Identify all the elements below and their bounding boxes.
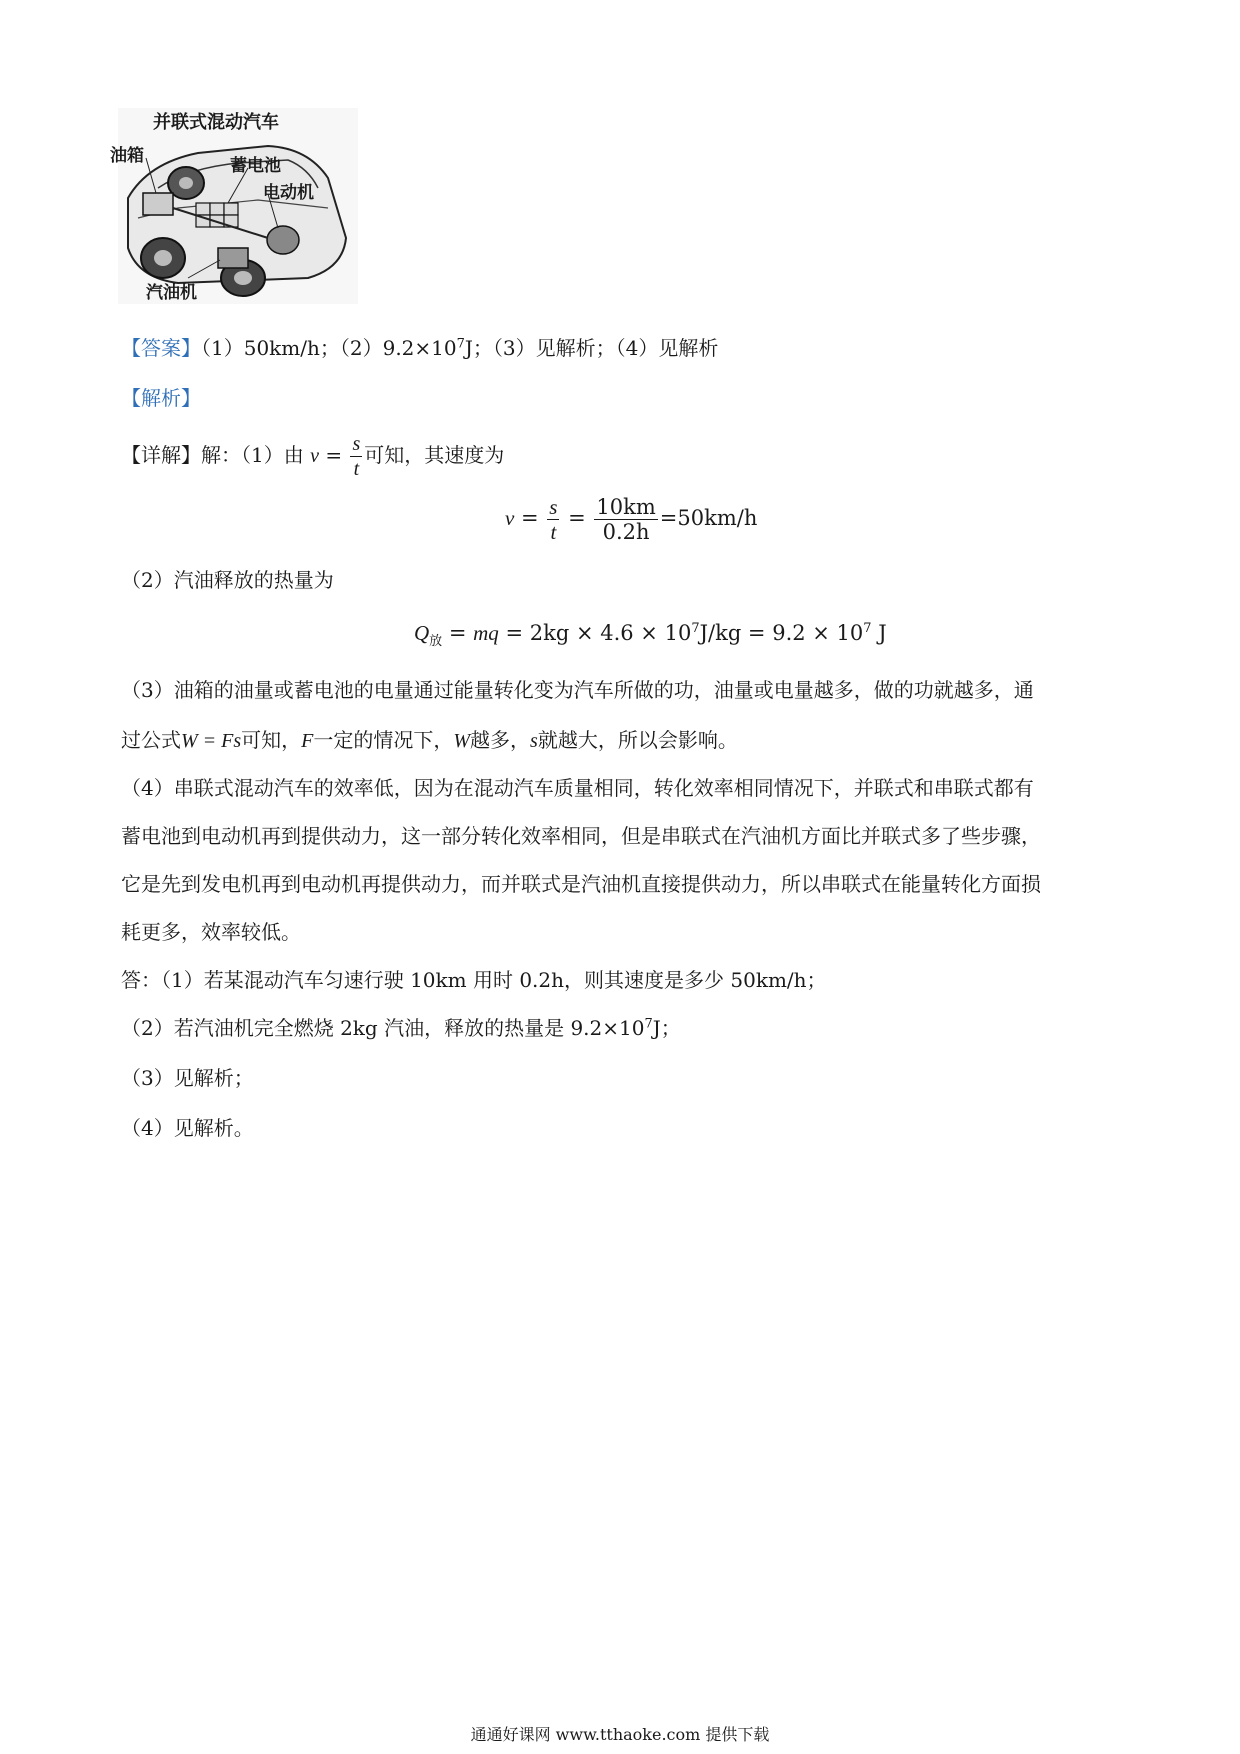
final-a2-exp: 7 — [644, 1016, 653, 1032]
part3-F: F — [301, 730, 314, 752]
speed-eq-v: v — [505, 506, 515, 530]
speed-den: 0.2h — [602, 520, 650, 544]
hybrid-car-figure — [110, 108, 358, 304]
label-engine: 汽油机 — [146, 283, 197, 303]
answer-text-b: J；（3）见解析；（4）见解析 — [464, 336, 719, 360]
speed-frac-s-t — [547, 495, 559, 544]
frac-num: s — [352, 433, 361, 455]
final-a3: （3）见解析； — [121, 1066, 254, 1090]
part3-l2-c: 一定的情况下， — [313, 728, 454, 752]
final-a2-a: （2）若汽油机完全燃烧 2kg 汽油，释放的热量是 9.2×10 — [121, 1016, 645, 1040]
heat-eq-a: = — [442, 621, 474, 645]
heat-Q-sub: 放 — [429, 634, 443, 650]
heat-exp2: 7 — [863, 621, 872, 636]
part3-l2-b: 可知， — [241, 728, 302, 752]
speed-equation: v = $\frac{s}{t}$ = $\frac{10km}{0.2h}$ =50km/h — [505, 495, 758, 544]
answer-line — [121, 334, 718, 362]
heat-eq-c: J/kg = 9.2 × 10 — [699, 621, 864, 645]
page-footer: 通通好课网 www.tthaoke.com 提供下载 — [470, 1725, 770, 1744]
speed-num: 10km — [596, 495, 656, 519]
heat-equation — [414, 618, 887, 648]
part3-formula: W = Fs — [181, 730, 242, 752]
speed-frac-values — [594, 495, 657, 544]
heat-mq: mq — [473, 621, 499, 645]
part3-l2-d: 越多， — [470, 728, 531, 752]
var-v: v — [310, 445, 319, 467]
figure-title: 并联式混动汽车 — [153, 112, 279, 133]
answer-text-a: （1）50km/h；（2）9.2×10 — [201, 336, 457, 360]
final-a1: 答：（1）若某混动汽车匀速行驶 10km 用时 0.2h，则其速度是多少 50km/h； — [121, 968, 827, 992]
detail-intro: 解：（1）由 — [201, 443, 304, 467]
label-tank: 油箱 — [110, 146, 144, 166]
heat-Q: Q — [414, 621, 430, 645]
part4-line2: 蓄电池到电动机再到提供动力，这一部分转化效率相同，但是串联式在汽油机方面比并联式多了些步骤， — [121, 824, 1041, 848]
answer-exp: 7 — [456, 336, 465, 352]
detail-after: 可知，其速度为 — [364, 443, 505, 467]
final-a2-b: J； — [652, 1016, 681, 1040]
part4-line3: 它是先到发电机再到电动机再提供动力，而并联式是汽油机直接提供动力，所以串联式在能量转化方面损 — [121, 872, 1041, 896]
part3-s: s — [530, 730, 538, 752]
label-motor: 电动机 — [263, 183, 314, 203]
part3-line2 — [121, 726, 738, 755]
analysis-tag: 【解析】 — [121, 386, 201, 410]
frac-den: t — [353, 458, 360, 480]
heat-eq-d: J — [871, 621, 887, 645]
final-a4: （4）见解析。 — [121, 1116, 254, 1140]
speed-frac-den: t — [550, 520, 557, 544]
part4-line1: （4）串联式混动汽车的效率低，因为在混动汽车质量相同，转化效率相同情况下，并联式和串联式都有 — [121, 776, 1034, 800]
speed-frac-num: s — [549, 495, 558, 519]
heat-exp1: 7 — [691, 621, 700, 636]
detail-line: 【详解】解：（1）由 v = $\frac{s}{t}$ 可知，其速度为 — [121, 433, 505, 480]
detail-tag: 【详解】 — [121, 443, 201, 467]
speed-result: =50km/h — [659, 506, 758, 530]
part4-line4: 耗更多，效率较低。 — [121, 920, 301, 944]
part3-l2-a: 过公式 — [121, 728, 181, 752]
label-battery: 蓄电池 — [230, 156, 281, 176]
heat-eq-b: = 2kg × 4.6 × 10 — [498, 621, 692, 645]
part2-intro: （2）汽油释放的热量为 — [121, 568, 334, 592]
car-diagram-drawing — [118, 108, 358, 304]
part3-W: W — [453, 730, 471, 752]
answer-tag: 【答案】 — [121, 336, 201, 360]
fraction-s-over-t — [350, 432, 362, 481]
part3-line1: （3）油箱的油量或蓄电池的电量通过能量转化变为汽车所做的功，油量或电量越多，做的功就越多，通 — [121, 678, 1034, 702]
part3-l2-e: 就越大，所以会影响。 — [537, 728, 738, 752]
final-a2 — [121, 1014, 681, 1042]
